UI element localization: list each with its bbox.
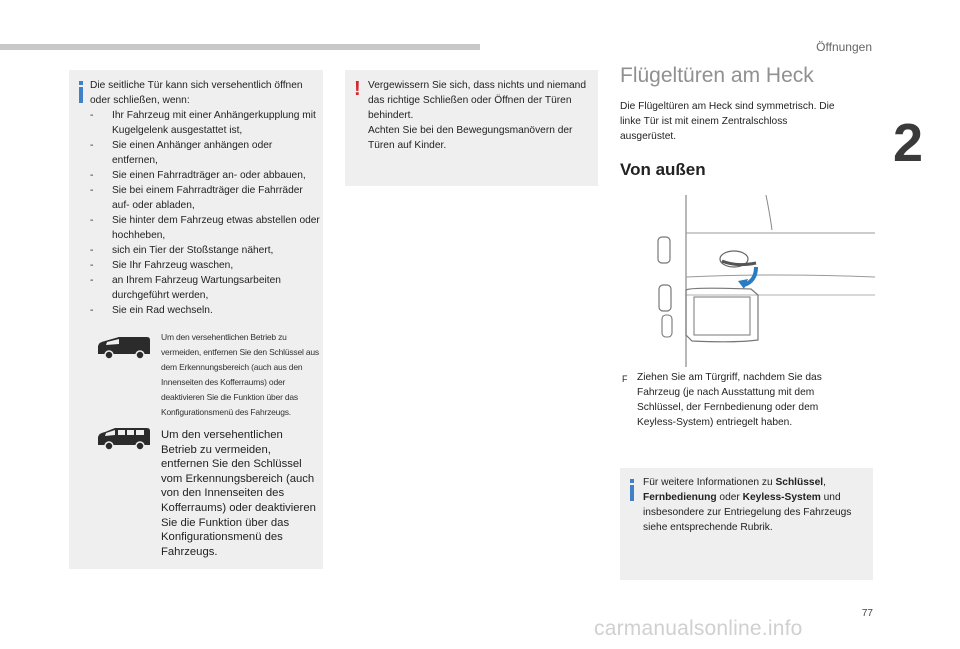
- watermark: carmanualsonline.info: [594, 617, 803, 640]
- van-icon: [95, 334, 153, 360]
- van-note: Um den versehentlichen Betrieb zu vermeiden, entfernen Sie den Schlüssel aus dem Erkennungsbereich (auch aus den Innenseiten des Kofferraums) oder deaktivieren Sie die Funktion über das Konfigurationsmenü des Fahrzeugs.: [161, 332, 319, 417]
- list-item: - Sie einen Anhänger anhängen oder entfernen,: [90, 138, 320, 168]
- link-fernbedienung: Fernbedienung: [643, 492, 717, 503]
- side-door-intro: Die seitliche Tür kann sich versehentlich öffnen oder schließen, wenn:: [90, 80, 303, 106]
- list-item: - Sie einen Fahrradträger an- oder abbauen,: [90, 168, 320, 183]
- warning-line-2: Achten Sie bei den Bewegungsmanövern der Türen auf Kinder.: [368, 125, 573, 151]
- warning-line-1: Vergewissern Sie sich, dass nichts und niemand das richtige Schließen oder Öffnen der Türen behindert.: [368, 80, 587, 121]
- info-icon: [79, 87, 83, 103]
- list-item: - sich ein Tier der Stoßstange nähert,: [90, 243, 320, 258]
- info-icon: [630, 485, 634, 501]
- subsection-title: Von außen: [620, 160, 706, 179]
- instruction-marker: F: [622, 374, 628, 384]
- bus-icon: [95, 425, 153, 451]
- list-item: - Sie ein Rad wechseln.: [90, 303, 320, 318]
- link-schluessel: Schlüssel: [775, 477, 824, 488]
- info-box-more: [620, 468, 873, 580]
- list-item: - Sie bei einem Fahrradträger die Fahrräder auf- oder abladen,: [90, 183, 320, 213]
- more-info-comma: ,: [823, 477, 826, 488]
- instruction-step: Ziehen Sie am Türgriff, nachdem Sie das Fahrzeug (je nach Ausstattung mit dem Schlüssel, der Fernbedienung oder dem Keyless-System) entriegelt haben.: [637, 372, 822, 428]
- list-item: - Sie hinter dem Fahrzeug etwas abstellen oder hochheben,: [90, 213, 320, 243]
- chapter-number: 2: [893, 113, 924, 173]
- section-title: Öffnungen: [816, 40, 872, 54]
- rear-door-illustration: [656, 195, 875, 367]
- top-progress-bar: [0, 44, 480, 50]
- list-item: - Sie Ihr Fahrzeug waschen,: [90, 258, 320, 273]
- list-item: - an Ihrem Fahrzeug Wartungsarbeiten durchgeführt werden,: [90, 273, 320, 303]
- link-keyless-system: Keyless-System: [742, 492, 821, 503]
- more-info-post: und insbesondere zur Entriegelung des Fahrzeugs siehe entsprechende Rubrik.: [643, 492, 852, 533]
- intro-text: Die Flügeltüren am Heck sind symmetrisch. Die linke Tür ist mit einem Zentralschloss ausgerüstet.: [620, 101, 835, 142]
- page-number: 77: [861, 608, 873, 619]
- warning-icon: !: [354, 78, 361, 100]
- more-info-pre: Für weitere Informationen zu: [643, 477, 776, 488]
- warning-box: [345, 70, 598, 186]
- side-door-text: [90, 78, 320, 318]
- warning-text: [368, 78, 593, 153]
- bus-note: Um den versehentlichen Betrieb zu vermeiden, entfernen Sie den Schlüssel vom Erkennungsbereich (auch von den Innenseiten des Kofferraums) oder deaktivieren Sie die Funktion über das Konfigurationsmenü des Fahrzeugs.: [161, 429, 316, 558]
- info-box-side-door: [69, 70, 323, 569]
- page-title: Flügeltüren am Heck: [620, 64, 814, 87]
- more-info-or: oder: [716, 492, 743, 503]
- list-item: - Ihr Fahrzeug mit einer Anhängerkupplung mit Kugelgelenk ausgestattet ist,: [90, 108, 320, 138]
- more-info-text: [643, 475, 868, 535]
